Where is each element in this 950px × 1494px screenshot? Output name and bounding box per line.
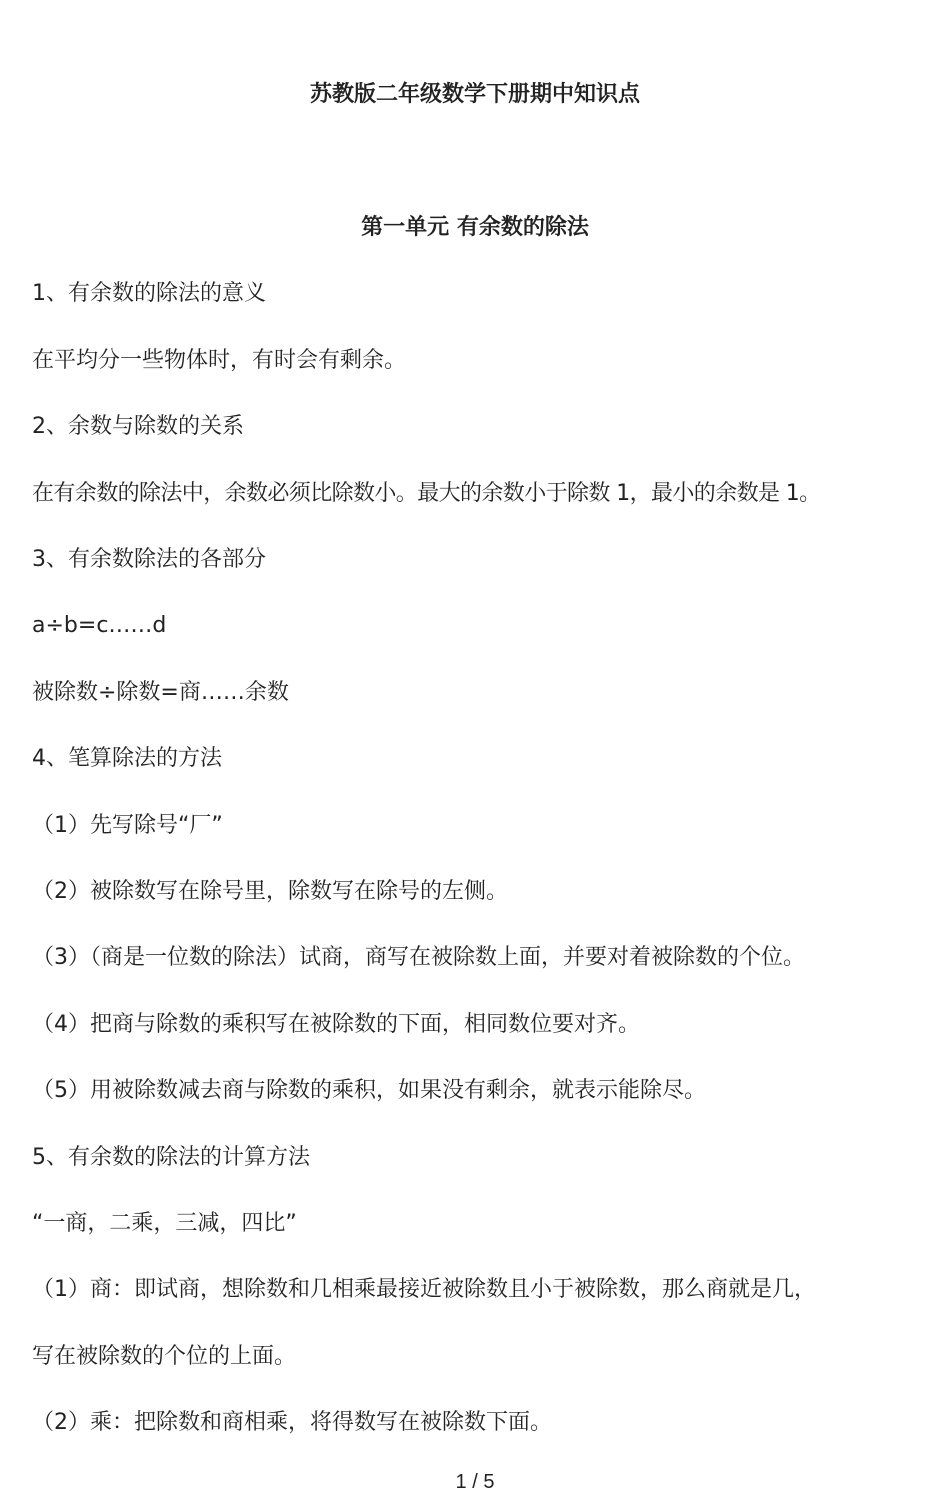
heading-meaning: 1、有余数的除法的意义	[32, 281, 266, 306]
formula-words: 被除数÷除数=商……余数	[32, 680, 289, 705]
paragraph-remainder-divisor: 在有余数的除法中，余数必须比除数小。最大的余数小于除数 1，最小的余数是 1。	[32, 481, 821, 506]
paragraph-meaning: 在平均分一些物体时，有时会有剩余。	[32, 348, 407, 373]
formula-symbols: a÷b=c……d	[32, 613, 167, 638]
heading-calculation-method: 5、有余数的除法的计算方法	[32, 1145, 310, 1170]
method-mnemonic: “一商，二乘，三减，四比”	[32, 1211, 297, 1236]
method-step-1-continuation: 写在被除数的个位的上面。	[32, 1344, 297, 1369]
heading-division-parts: 3、有余数除法的各部分	[32, 547, 266, 572]
step-2-placement: （2）被除数写在除号里，除数写在除号的左侧。	[32, 879, 508, 904]
method-step-1-quotient: （1）商：即试商，想除数和几相乘最接近被除数且小于被除数，那么商就是几，	[32, 1277, 816, 1302]
method-step-2-multiply: （2）乘：把除数和商相乘，将得数写在被除数下面。	[32, 1410, 552, 1435]
step-5-subtract: （5）用被除数减去商与除数的乘积，如果没有剩余，就表示能除尽。	[32, 1078, 706, 1103]
page-number: 1 / 5	[455, 1471, 495, 1493]
section-title: 第一单元 有余数的除法	[361, 215, 589, 240]
step-4-product: （4）把商与除数的乘积写在被除数的下面，相同数位要对齐。	[32, 1012, 640, 1037]
heading-remainder-divisor: 2、余数与除数的关系	[32, 414, 244, 439]
document-title: 苏教版二年级数学下册期中知识点	[309, 82, 640, 107]
heading-written-division: 4、笔算除法的方法	[32, 746, 222, 771]
step-3-trial-quotient: （3）（商是一位数的除法）试商，商写在被除数上面，并要对着被除数的个位。	[32, 945, 805, 970]
step-1-write-sign: （1）先写除号“厂”	[32, 813, 223, 838]
